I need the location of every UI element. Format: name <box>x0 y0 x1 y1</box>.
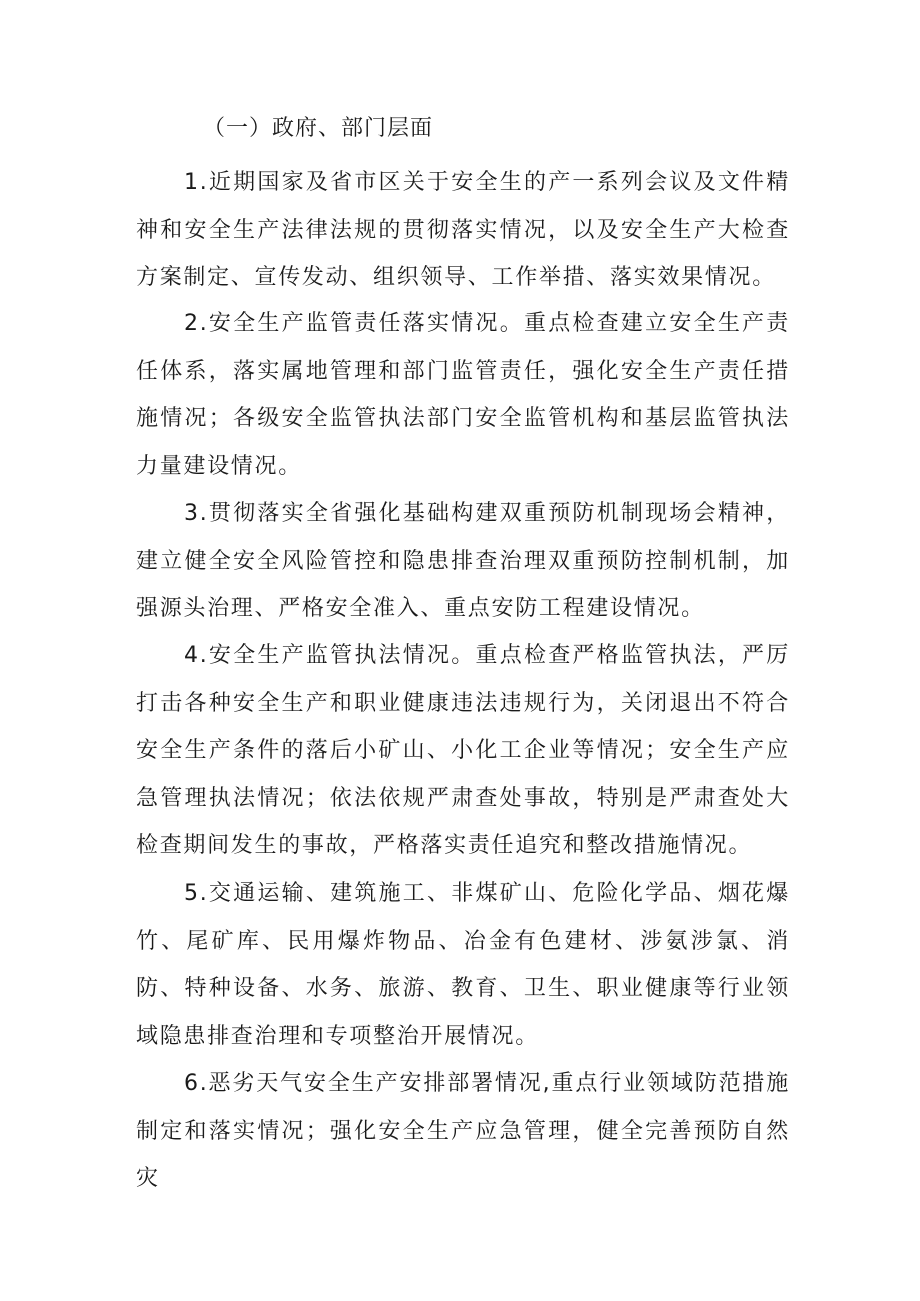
paragraph-6: 6.恶劣天气安全生产安排部署情况,重点行业领域防范措施制定和落实情况；强化安全生产应急管理，健全完善预防自然灾 <box>136 1071 790 1192</box>
section-heading: （一）政府、部门层面 <box>203 116 434 141</box>
paragraph-1: 1.近期国家及省市区关于安全生的产一系列会议及文件精神和安全生产法律法规的贯彻落实情况，以及安全生产大检查方案制定、宣传发动、组织领导、工作举措、落实效果情况。 <box>136 170 790 291</box>
paragraph-4: 4.安全生产监管执法情况。重点检查严格监管执法，严厉打击各种安全生产和职业健康违法违规行为，关闭退出不符合安全生产条件的落后小矿山、小化工企业等情况；安全生产应急管理执法情况；依法依规严肃查处事故，特别是严肃查处大检查期间发生的事故，严格落实责任追究和整改措施情况。 <box>136 643 790 859</box>
paragraph-3: 3.贯彻落实全省强化基础构建双重预防机制现场会精神，建立健全安全风险管控和隐患排查治理双重预防控制机制，加强源头治理、严格安全准入、重点安防工程建设情况。 <box>136 501 790 622</box>
paragraph-5: 5.交通运输、建筑施工、非煤矿山、危险化学品、烟花爆竹、尾矿库、民用爆炸物品、冶金有色建材、涉氨涉氯、消防、特种设备、水务、旅游、教育、卫生、职业健康等行业领域隐患排查治理和专项整治开展情况。 <box>136 881 790 1049</box>
paragraph-2: 2.安全生产监管责任落实情况。重点检查建立安全生产责任体系，落实属地管理和部门监管责任，强化安全生产责任措施情况；各级安全监管执法部门安全监管机构和基层监管执法力量建设情况。 <box>136 311 790 479</box>
